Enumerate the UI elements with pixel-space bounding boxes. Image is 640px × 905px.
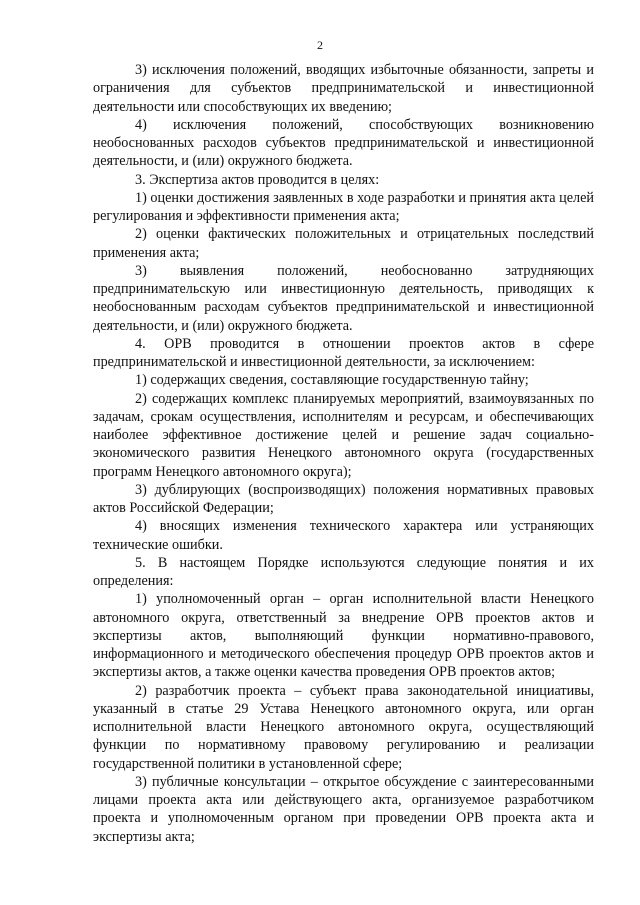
paragraph-expertise-goal-1: 1) оценки достижения заявленных в ходе разработки и принятия акта целей регулирования и эффективности применения акта; [93,189,594,224]
paragraph-definitions-heading: 5. В настоящем Порядке используются следующие понятия и их определения: [93,554,594,589]
paragraph-orv-exception-2: 2) содержащих комплекс планируемых мероприятий, взаимоувязанных по задачам, срокам осуществления, исполнителям и ресурсам, и обеспечивающих наиболее эффективное достижение целей и решение задач социально-экономического развития Ненецкого автономного округа (государственных программ Ненецкого автономного округа); [93,390,594,480]
page-number: 2 [317,38,323,52]
paragraph-orv-exception-3: 3) дублирующих (воспроизводящих) положения нормативных правовых актов Российской Федерации; [93,481,594,516]
paragraph-orv-exception-1: 1) содержащих сведения, составляющие государственную тайну; [135,372,529,389]
paragraph-expertise-goal-3: 3) выявления положений, необоснованно затрудняющих предпринимательскую или инвестиционную деятельность, приводящих к необоснованным расходам субъектов предпринимательской и инвестиционной деятельности, и (или) окружного бюджета. [93,262,594,334]
paragraph-exclusion-obligations: 3) исключения положений, вводящих избыточные обязанности, запреты и ограничения для субъектов предпринимательской и инвестиционной деятельности или способствующих их введению; [93,62,594,115]
paragraph-definition-developer: 2) разработчик проекта – субъект права законодательной инициативы, указанный в статье 29 Устава Ненецкого автономного округа, или орган исполнительной власти Ненецкого автономного округа, осуществляющий функции по нормативному правовому регулированию и реализации государственной политики в установленной сфере; [93,682,594,772]
paragraph-expertise-goals-heading: 3. Экспертиза актов проводится в целях: [135,171,380,188]
paragraph-definition-authorized-body: 1) уполномоченный орган – орган исполнительной власти Ненецкого автономного округа, ответственный за внедрение ОРВ проектов актов и экспертизы актов, выполняющий функции нормативно-правового, информационного и методического обеспечения процедур ОРВ проектов актов и экспертизы актов, а также оценки качества проведения ОРВ проектов актов; [93,591,594,681]
paragraph-exclusion-expenses: 4) исключения положений, способствующих возникновению необоснованных расходов субъектов предпринимательской и инвестиционной деятельности, и (или) окружного бюджета. [93,116,594,170]
paragraph-expertise-goal-2: 2) оценки фактических положительных и отрицательных последствий применения акта; [93,226,594,261]
document-body [93,61,594,846]
paragraph-orv-exception-4: 4) вносящих изменения технического характера или устраняющих технические ошибки. [93,518,594,553]
paragraph-orv-scope: 4. ОРВ проводится в отношении проектов актов в сфере предпринимательской и инвестиционной деятельности, за исключением: [93,335,594,370]
paragraph-definition-public-consultations: 3) публичные консультации – открытое обсуждение с заинтересованными лицами проекта акта или действующего акта, организуемое разработчиком проекта и уполномоченным органом при проведении ОРВ проекта акта и экспертизы акта; [93,773,594,845]
